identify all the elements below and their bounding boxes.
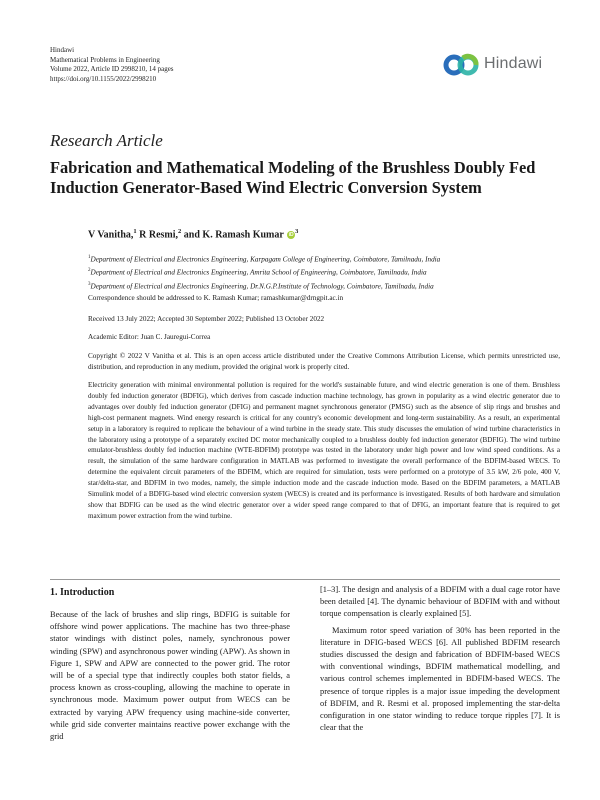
journal-doi[interactable]: https://doi.org/10.1155/2022/2998210	[50, 74, 157, 83]
hindawi-logo-icon	[443, 50, 481, 80]
journal-publisher: Hindawi	[50, 46, 75, 54]
paragraph: [1–3]. The design and analysis of a BDFIM with a dual cage rotor have been detailed [4]. The dynamic behaviour of BDFIM with and without torque compensation is clearly explained [5].	[320, 585, 560, 619]
body-column-right	[320, 584, 560, 734]
author-3-affil: 3	[295, 228, 299, 235]
affiliation-2: $^2$Department of Electrical and Electronics Engineering, Amrita School of Engineering, Coimbatore, Tamilnadu, India	[88, 268, 427, 277]
journal-name: Mathematical Problems in Engineering	[50, 55, 160, 64]
journal-volume: Volume 2022, Article ID 2998210, 14 pages	[50, 65, 174, 74]
affiliations	[88, 252, 440, 292]
paragraph: Because of the lack of brushes and slip rings, BDFIG is suitable for offshore wind power applications. The machine has two three-phase stator windings with distinct poles, namely, synchronous power winding (SPW) and asynchronous power winding (APW). As shown in Figure 1, SPW and APW are connected to the power grid. The rotor will be of a special type that indirectly couples both stator fields, a process known as cross-coupling, allowing the machine to operate in synchronous mode. Maximum power output from WECS can be extracted by varying APW frequency using machine-side converter, while grid side converter maintains reactive power exchange with the grid	[50, 610, 290, 742]
author-2[interactable]: R Resmi,	[136, 229, 179, 241]
copyright-notice: Copyright © 2022 V Vanitha et al. This is an open access article distributed under the Creative Commons Attribution License, which permits unrestricted use, distribution, and reproduction in any medium, provided the original work is properly cited.	[88, 352, 560, 371]
author-3[interactable]: and K. Ramash Kumar	[181, 229, 287, 241]
author-2-affil: 2	[178, 228, 182, 235]
section-divider	[50, 579, 560, 580]
body-column-left	[50, 609, 290, 743]
article-dates: Received 13 July 2022; Accepted 30 September 2022; Published 13 October 2022	[88, 315, 325, 323]
affiliation-1: $^1$Department of Electrical and Electronics Engineering, Karpagam College of Engineering, Coimbatore, Tamilnadu, India	[88, 255, 441, 264]
section-heading-introduction: 1. Introduction	[50, 587, 115, 598]
article-title: Fabrication and Mathematical Modeling of the Brushless Doubly Fed Induction Generator-Based Wind Electric Conversion System	[50, 158, 536, 197]
article-type: Research Article	[50, 131, 163, 150]
author-1-affil: 1	[133, 228, 137, 235]
paragraph: Maximum rotor speed variation of 30% has been reported in the literature in DFIG-based WECS [6]. All published BDFIM research studies discussed the design and fabrication of BDFIM-based WECS with conventional windings, BDFIM mathematical modelling, and various control schemes implemented in BDFIM-based WECS. The presence of torque ripples is a major issue impeding the development of BDFIM, and R. Resmi et al. proposed implementing the star-delta configuration in one stator winding to reduce torque ripples [7]. It is clear that the	[320, 625, 560, 733]
author-1[interactable]: V Vanitha,	[88, 229, 134, 241]
hindawi-logo	[443, 50, 555, 80]
orcid-icon[interactable]: iD	[288, 232, 294, 239]
affiliation-3: $^3$Department of Electrical and Electronics Engineering, Dr.N.G.P.Institute of Technology, Coimbatore, Tamilnadu, India	[88, 281, 434, 291]
abstract: Electricity generation with minimal environmental pollution is required for the world's sustainable future, and wind electric generation is one of them. Brushless doubly fed induction generator (BDFIG), which derives from cascade induction machine technology, has grown in popularity as a wind electric generator due to advantages over doubly fed induction generator (DFIG) and permanent magnet synchronous generator (PMSG) such as the absence of slip rings and brushes and high-cost permanent magnets. Wind energy research is critical for any country's economic development and long-term sustainability. As a result, an experimental setup in a laboratory is required to replicate the behaviour of a wind turbine in the steady state. This study discusses the emulation of wind turbine characteristics in the laboratory using a prototype of a separately excited DC motor mechanically coupled to a brushless doubly fed induction generator (BDFIG). The wind turbine emulator-brushless doubly fed induction machine (WTE-BDFIM) prototype was tested in the laboratory under high power and low wind speed conditions. As a result, the simulation of the same hardware configuration in MATLAB was performed to investigate the overall performance of the BDFIM-based WECS. To determine the equivalent circuit parameters of the BDFIM, which are required for simulation, tests were performed on a prototype of 3.5 kW, 2/6 pole, 400 V, star/delta-star, and BDFIM in two modes, namely, the simple induction mode and the cascade induction mode. Based on the BDFIM parameters, a MATLAB Simulink model of a BDFIG-based wind electric conversion system (WECS) is created and its performance is investigated. Results of both hardware and simulation show that BDFIG can be used as the wind electric generator over a wider speed range compared to that of DFIG, an important feature that is required to get maximum power extraction from the wind turbine.	[88, 381, 560, 520]
author-list	[88, 228, 298, 240]
correspondence: Correspondence should be addressed to K. Ramash Kumar; ramashkumar@drngpit.ac.in	[88, 294, 344, 302]
hindawi-logo-text: Hindawi	[484, 55, 543, 72]
journal-meta	[50, 46, 174, 84]
academic-editor: Academic Editor: Juan C. Jauregui-Correa	[88, 333, 211, 341]
